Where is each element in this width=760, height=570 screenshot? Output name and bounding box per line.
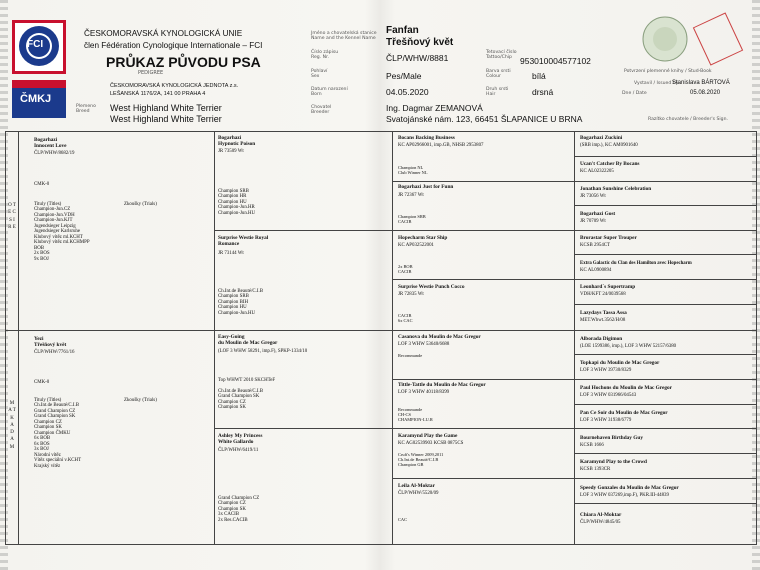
org-name: ČESKOMORAVSKÁ KYNOLOGICKÁ UNIE <box>84 29 243 38</box>
dam-cmk: CMK-0 <box>34 380 50 385</box>
fci-logo-text: FCI <box>27 39 44 50</box>
g4-name: Karamynd Play to the Crowd <box>580 459 647 465</box>
g3-name: Hopecharm Star Ship <box>398 235 448 241</box>
g4-name: Alborada Digimon <box>580 336 623 342</box>
hair-value: drsná <box>532 87 554 97</box>
dam-trials: Zkoušky (Trials) <box>124 398 157 403</box>
issued-by-label: Vystavil / Issued by <box>634 81 679 86</box>
g4-reg: LOF 3 WHW 031966/04543 <box>580 393 637 398</box>
verified-label: Potvrzení plemenné knihy / Stud-Book <box>624 69 712 74</box>
g3-name: Surprise Westie Punch Cocco <box>398 284 465 290</box>
g3-titles: Cruft's Winner 2009,2011 Ch.Int.de Beauté/C.I.B Champion GB <box>398 452 444 467</box>
g3-name: Bocans Backing Business <box>398 135 455 141</box>
fci-logo <box>12 20 66 74</box>
g2-titles: Top WHWT 2010 SKCHTeF Ch.Int.de Beauté/C.I.B Grand Champion SK Champion CZ Champion SK <box>218 378 276 411</box>
tattoo-label: Tetovací číslo Tattoo/Chip <box>486 50 517 60</box>
sire-trials: Zkoušky (Trials) <box>124 202 157 207</box>
g4-reg: KCSB 2954CT <box>580 243 611 248</box>
g4-reg: JR 70709 Wt <box>580 219 606 224</box>
stamp-label: Razítko chovatele / Breeder's Sign. <box>648 117 728 122</box>
document-title: PRŮKAZ PŮVODU PSA <box>106 54 261 70</box>
sire-side-label: O T E C S I R E <box>8 203 16 230</box>
dog-dob: 04.05.2020 <box>386 87 429 97</box>
breeder-label: Chovatel Breeder <box>311 105 332 115</box>
cmkj-logo <box>12 80 66 118</box>
g4-reg: JR 73056 Wt <box>580 194 606 199</box>
g2-reg: ČLP/WHW/6419/11 <box>218 448 259 453</box>
g4-name: Extra Galactic du Clan des Hamilton avec Hopecharm <box>580 261 692 266</box>
dob-label: Datum narození Born <box>311 87 348 97</box>
g4-name: Brorastar Super Trouper <box>580 235 637 241</box>
g3-titles: CAC <box>398 517 408 522</box>
g3-reg: KC AP032522001 <box>398 243 435 248</box>
member-org: ČESKOMORAVSKÁ KYNOLOGICKÁ JEDNOTA z.s. <box>110 83 239 89</box>
g3-reg: KC AP02966001, imp.GB, NHSB 2953807 <box>398 143 484 148</box>
g4-name: Chiara Al-Moktar <box>580 512 622 518</box>
dam-name: Yezi Třešňový květ <box>34 336 67 348</box>
dam-reg: ČLP/WHW/7761/16 <box>34 350 75 355</box>
reg-label: Číslo zápisu Reg. Nr. <box>311 50 339 60</box>
g2-reg: JR 73509 Wt <box>218 149 244 154</box>
breeder-address: Svatojánské nám. 123, 66451 ŠLAPANICE U BRNA <box>386 114 583 124</box>
g2-titles: Grand Champion CZ Champion CZ Champion SK 3x CACIB 2x Res.CACIB <box>218 496 260 523</box>
g2-name: Easy-Going du Moulin de Mac Gregor <box>218 334 278 346</box>
g4-reg: KCSB 1393CR <box>580 467 611 472</box>
sire-name: Bogarhazi Innocent Love <box>34 137 67 149</box>
issuer-name: Stanislava BÁRTOVÁ <box>672 80 730 86</box>
g3-reg: ČLP/WHW/5520/09 <box>398 491 439 496</box>
g3-reg: JR 72367 Wt <box>398 193 424 198</box>
g2-reg: JR 73144 Wt <box>218 251 244 256</box>
g4-name: Pan Ce Soir du Moulin de Mac Gregor <box>580 410 668 416</box>
g3-name: Leila Al-Moktar <box>398 483 435 489</box>
org-fci-line: člen Fédération Cynologique Internationale – FCI <box>84 41 263 50</box>
g4-name: Topkapi du Moulin de Mac Gregor <box>580 360 660 366</box>
g3-name: Casanova du Moulin de Mac Gregor <box>398 334 481 340</box>
breed-cz: West Highland White Terrier <box>110 103 222 113</box>
g3-reg: KC AG02539903 KCSB 0875CS <box>398 441 464 446</box>
g4-name: Paul Hochons du Moulin de Mac Gregor <box>580 385 673 391</box>
dog-reg: ČLP/WHW/8881 <box>386 53 449 63</box>
g4-reg: KC AL0900894 <box>580 268 612 273</box>
g4-reg: LOF 3 WHW 31938/6779 <box>580 418 632 423</box>
g4-name: Ucan't Catcher By Bocans <box>580 161 640 167</box>
g3-name: Karamynd Play the Game <box>398 433 458 439</box>
hair-label: Druh srsti Hair <box>486 87 509 97</box>
colour-value: bílá <box>532 71 546 81</box>
red-stamp <box>693 12 743 65</box>
g3-name: Bogarhazi Just for Funn <box>398 184 454 190</box>
g2-name: Surprise Westie Royal Romance <box>218 235 269 247</box>
g3-titles: Recommande <box>398 353 423 358</box>
breed-label: Plemeno Breed <box>76 104 96 114</box>
sex-label: Pohlaví Sex <box>311 69 328 79</box>
g3-titles: Champion SRB CACIB <box>398 214 426 224</box>
breed-en: West Highland White Terrier <box>110 114 222 124</box>
g3-reg: LOF 3 WHW 40118/8399 <box>398 390 450 395</box>
date-label: Dne / Date <box>622 91 647 96</box>
pedigree-label: PEDIGREE <box>138 70 164 76</box>
g4-name: Bogarhazi Gost <box>580 211 616 217</box>
g4-reg: ČLP/WHW/4845/05 <box>580 520 621 525</box>
sire-titles: Tituly (Titles) Champion-Jun.CZ Champion-Jun.VDH Champion-Jun.KJT Jugendsieger Leipzig Jugendsieger Karlsruhe Klubový vítěz ml.KCHT Klubový vítěz ml.KCHMPP BOB 2x BOS 9x BOJ <box>34 202 90 262</box>
g4-reg: (SRB imp.), KC AM0901640 <box>580 143 638 148</box>
g2-name: Bogarhazi Hypnotic Poison <box>218 135 256 147</box>
g3-reg: LOF 3 WHW 53640/6688 <box>398 342 450 347</box>
g2-titles: Champion SRB Champion HR Champion HU Champion-Jun.HR Champion-Jun.HU <box>218 189 256 216</box>
dam-side-label: M A T K A D A M <box>8 401 16 450</box>
g4-name: Bournehaven Birthday Guy <box>580 435 643 441</box>
g2-reg: (LOF 3 WHW 58291, imp.F), SPKP-1334/10 <box>218 349 308 354</box>
g4-name: Lazydays Tassa Assa <box>580 310 627 316</box>
g3-titles: Recommande CH-CS CHAMPION-LU.R <box>398 407 433 422</box>
g3-titles: CACIB 6x CAC <box>398 313 413 323</box>
issued-date: 05.08.2020 <box>690 90 721 96</box>
dog-sex: Pes/Male <box>386 71 422 81</box>
g3-name: Tittle-Tattle du Moulin de Mac Gregor <box>398 382 486 388</box>
breeder-name: Ing. Dagmar ZEMANOVÁ <box>386 103 483 113</box>
registry-stamp <box>640 14 690 64</box>
g3-titles: 2x BOB CACIB <box>398 264 413 274</box>
g3-reg: JR 72835 Wt <box>398 292 424 297</box>
g4-name: Leonhard´s Supertramp <box>580 284 636 290</box>
g4-name: Jonathan Sunshine Celebration <box>580 186 652 192</box>
colour-label: Barva srsti Colour <box>486 69 511 79</box>
g4-name: Speedy Gonzales du Moulin de Mac Gregor <box>580 485 679 491</box>
g3-titles: Champion NL Club Winner NL <box>398 165 428 175</box>
sire-cmk: CMK-0 <box>34 182 50 187</box>
g4-name: Bogarhazi Zuckini <box>580 135 623 141</box>
g2-titles: Ch.Int.de Beauté/C.I.B Champion SRB Champion BIH Champion HU Champion-Jun.HU <box>218 289 263 316</box>
dam-titles: Tituly (Titles) Ch.Int.de Beauté/C.I.B Grand Champion CZ Grand Champion SK Champion CZ Champion SK Champion ČMKU 6x BOB 6x BOS 3x BOJ Národní vítěz Vítěz speciální v.KCHT Krajský vítěz <box>34 398 82 469</box>
pedigree-table <box>5 131 757 545</box>
g4-reg: VDH/KFT 24/0039568 <box>580 292 626 297</box>
dog-name-2: Třešňový květ <box>386 37 454 48</box>
chip-number: 953010004577102 <box>520 56 591 66</box>
g4-reg: KCSB 1666 <box>580 443 604 448</box>
name-label: Jméno a chovatelská stanice Name and the Kennel Name <box>311 31 377 41</box>
g4-reg: LOF 3 WHW 39730/8329 <box>580 368 632 373</box>
dog-name-1: Fanfan <box>386 25 419 36</box>
g4-reg: LOF 3 WHW 037269,imp.F), PKR.III-44839 <box>580 493 669 498</box>
g2-name: Ashley My Princess White Gallardo <box>218 433 263 445</box>
g4-reg: (LOE 1599386, imp.), LOF 3 WHW 52157/6380 <box>580 344 677 349</box>
sire-reg: ČLP/WHW/8682/19 <box>34 151 75 156</box>
cmkj-logo-text: ČMKJ <box>20 93 52 105</box>
member-address: LEŠANSKÁ 1176/2A, 141 00 PRAHA 4 <box>110 91 206 97</box>
g4-reg: KC AL02322205 <box>580 169 614 174</box>
g4-reg: MET.Whwt.3562/H/08 <box>580 318 626 323</box>
